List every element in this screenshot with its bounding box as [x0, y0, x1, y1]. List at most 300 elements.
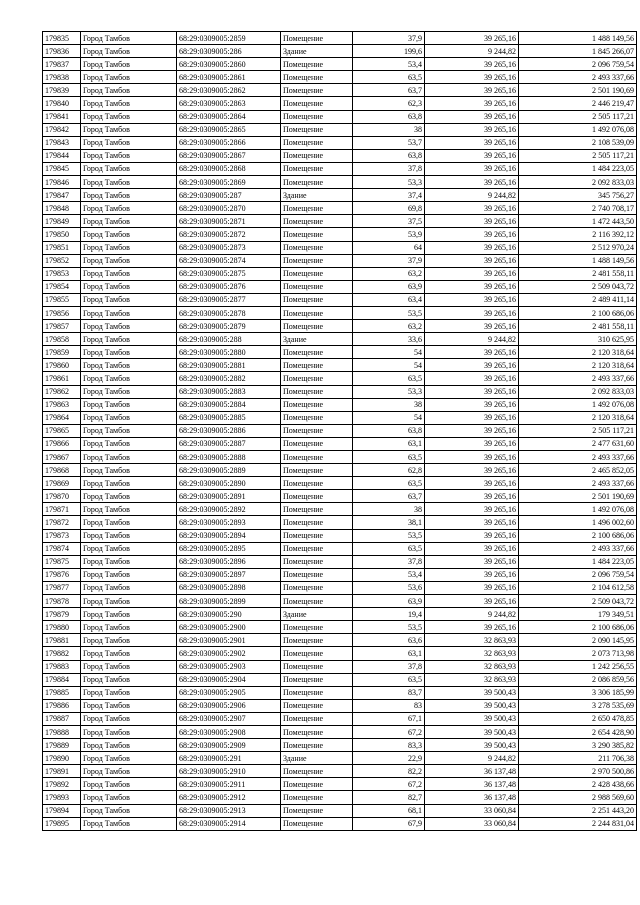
area-cell: 69,8	[353, 202, 425, 215]
specific-value-cell: 39 265,16	[425, 529, 519, 542]
specific-value-cell: 39 265,16	[425, 162, 519, 175]
cadastral-value-cell: 2 493 337,66	[519, 477, 637, 490]
locality-cell: Город Тамбов	[81, 568, 177, 581]
table-row	[43, 84, 637, 97]
cadastral-number-cell: 68:29:0309005:2913	[177, 804, 281, 817]
row-number-cell: 179878	[43, 595, 81, 608]
specific-value-cell: 39 265,16	[425, 437, 519, 450]
specific-value-cell: 39 265,16	[425, 202, 519, 215]
object-type-cell: Помещение	[281, 84, 353, 97]
locality-cell: Город Тамбов	[81, 254, 177, 267]
specific-value-cell: 39 265,16	[425, 503, 519, 516]
specific-value-cell: 39 265,16	[425, 359, 519, 372]
cadastral-number-cell: 68:29:0309005:2910	[177, 765, 281, 778]
row-number-cell: 179851	[43, 241, 81, 254]
area-cell: 63,7	[353, 84, 425, 97]
table-row	[43, 451, 637, 464]
area-cell: 63,2	[353, 320, 425, 333]
cadastral-value-cell: 2 108 539,09	[519, 136, 637, 149]
cadastral-number-cell: 68:29:0309005:2868	[177, 162, 281, 175]
table-row	[43, 346, 637, 359]
cadastral-number-cell: 68:29:0309005:2905	[177, 686, 281, 699]
object-type-cell: Помещение	[281, 660, 353, 673]
cadastral-value-cell: 1 496 002,60	[519, 516, 637, 529]
cadastral-value-cell: 2 493 337,66	[519, 451, 637, 464]
cadastral-number-cell: 68:29:0309005:2882	[177, 372, 281, 385]
object-type-cell: Помещение	[281, 477, 353, 490]
row-number-cell: 179884	[43, 673, 81, 686]
specific-value-cell: 39 265,16	[425, 516, 519, 529]
specific-value-cell: 39 265,16	[425, 84, 519, 97]
cadastral-number-cell: 68:29:0309005:2901	[177, 634, 281, 647]
cadastral-value-cell: 2 092 833,03	[519, 176, 637, 189]
row-number-cell: 179864	[43, 411, 81, 424]
table-row	[43, 477, 637, 490]
object-type-cell: Помещение	[281, 306, 353, 319]
cadastral-number-cell: 68:29:0309005:2896	[177, 555, 281, 568]
area-cell: 82,7	[353, 791, 425, 804]
specific-value-cell: 9 244,82	[425, 333, 519, 346]
locality-cell: Город Тамбов	[81, 608, 177, 621]
area-cell: 53,6	[353, 581, 425, 594]
specific-value-cell: 39 265,16	[425, 464, 519, 477]
specific-value-cell: 39 265,16	[425, 58, 519, 71]
object-type-cell: Здание	[281, 333, 353, 346]
area-cell: 38,1	[353, 516, 425, 529]
specific-value-cell: 39 265,16	[425, 241, 519, 254]
specific-value-cell: 39 500,43	[425, 725, 519, 738]
area-cell: 63,5	[353, 673, 425, 686]
locality-cell: Город Тамбов	[81, 320, 177, 333]
cadastral-value-cell: 1 242 256,55	[519, 660, 637, 673]
table-row	[43, 725, 637, 738]
locality-cell: Город Тамбов	[81, 752, 177, 765]
row-number-cell: 179841	[43, 110, 81, 123]
locality-cell: Город Тамбов	[81, 634, 177, 647]
table-row	[43, 110, 637, 123]
locality-cell: Город Тамбов	[81, 58, 177, 71]
cadastral-number-cell: 68:29:0309005:2866	[177, 136, 281, 149]
object-type-cell: Помещение	[281, 385, 353, 398]
object-type-cell: Помещение	[281, 739, 353, 752]
object-type-cell: Помещение	[281, 686, 353, 699]
specific-value-cell: 39 265,16	[425, 621, 519, 634]
object-type-cell: Помещение	[281, 725, 353, 738]
specific-value-cell: 33 060,84	[425, 817, 519, 830]
cadastral-number-cell: 68:29:0309005:2877	[177, 293, 281, 306]
specific-value-cell: 39 265,16	[425, 293, 519, 306]
area-cell: 62,8	[353, 464, 425, 477]
cadastral-value-cell: 2 244 831,04	[519, 817, 637, 830]
cadastral-value-cell: 2 505 117,21	[519, 424, 637, 437]
table-row	[43, 778, 637, 791]
row-number-cell: 179840	[43, 97, 81, 110]
table-row	[43, 621, 637, 634]
specific-value-cell: 39 265,16	[425, 568, 519, 581]
cadastral-number-cell: 68:29:0309005:2891	[177, 490, 281, 503]
cadastral-number-cell: 68:29:0309005:2887	[177, 437, 281, 450]
object-type-cell: Помещение	[281, 765, 353, 778]
specific-value-cell: 39 265,16	[425, 110, 519, 123]
row-number-cell: 179839	[43, 84, 81, 97]
locality-cell: Город Тамбов	[81, 228, 177, 241]
cadastral-number-cell: 68:29:0309005:2860	[177, 58, 281, 71]
locality-cell: Город Тамбов	[81, 293, 177, 306]
cadastral-value-cell: 1 472 443,50	[519, 215, 637, 228]
cadastral-value-cell: 2 446 219,47	[519, 97, 637, 110]
object-type-cell: Помещение	[281, 398, 353, 411]
document-page	[42, 31, 636, 831]
table-row	[43, 136, 637, 149]
table-row	[43, 437, 637, 450]
locality-cell: Город Тамбов	[81, 542, 177, 555]
object-type-cell: Помещение	[281, 228, 353, 241]
cadastral-number-cell: 68:29:0309005:2870	[177, 202, 281, 215]
object-type-cell: Помещение	[281, 123, 353, 136]
specific-value-cell: 39 265,16	[425, 595, 519, 608]
area-cell: 37,5	[353, 215, 425, 228]
object-type-cell: Помещение	[281, 32, 353, 45]
table-row	[43, 202, 637, 215]
cadastral-number-cell: 68:29:0309005:2900	[177, 621, 281, 634]
table-row	[43, 752, 637, 765]
cadastral-number-cell: 68:29:0309005:2912	[177, 791, 281, 804]
specific-value-cell: 39 265,16	[425, 215, 519, 228]
cadastral-value-cell: 345 756,27	[519, 189, 637, 202]
cadastral-value-cell: 2 505 117,21	[519, 110, 637, 123]
object-type-cell: Помещение	[281, 254, 353, 267]
cadastral-value-cell: 2 501 190,69	[519, 490, 637, 503]
cadastral-value-cell: 2 481 558,11	[519, 267, 637, 280]
table-row	[43, 804, 637, 817]
area-cell: 68,1	[353, 804, 425, 817]
cadastral-number-cell: 68:29:0309005:2893	[177, 516, 281, 529]
table-row	[43, 516, 637, 529]
row-number-cell: 179886	[43, 699, 81, 712]
row-number-cell: 179842	[43, 123, 81, 136]
specific-value-cell: 32 863,93	[425, 647, 519, 660]
row-number-cell: 179867	[43, 451, 81, 464]
cadastral-value-cell: 211 706,38	[519, 752, 637, 765]
cadastral-value-cell: 2 251 443,20	[519, 804, 637, 817]
locality-cell: Город Тамбов	[81, 45, 177, 58]
cadastral-value-cell: 2 509 043,72	[519, 595, 637, 608]
row-number-cell: 179892	[43, 778, 81, 791]
row-number-cell: 179881	[43, 634, 81, 647]
cadastral-number-cell: 68:29:0309005:2879	[177, 320, 281, 333]
cadastral-value-cell: 2 120 318,64	[519, 346, 637, 359]
cadastral-value-cell: 2 120 318,64	[519, 359, 637, 372]
specific-value-cell: 39 265,16	[425, 398, 519, 411]
specific-value-cell: 39 265,16	[425, 306, 519, 319]
locality-cell: Город Тамбов	[81, 647, 177, 660]
object-type-cell: Помещение	[281, 634, 353, 647]
table-row	[43, 503, 637, 516]
area-cell: 63,9	[353, 595, 425, 608]
cadastral-number-cell: 68:29:0309005:291	[177, 752, 281, 765]
specific-value-cell: 39 265,16	[425, 346, 519, 359]
locality-cell: Город Тамбов	[81, 189, 177, 202]
row-number-cell: 179848	[43, 202, 81, 215]
table-row	[43, 581, 637, 594]
row-number-cell: 179846	[43, 176, 81, 189]
row-number-cell: 179875	[43, 555, 81, 568]
locality-cell: Город Тамбов	[81, 306, 177, 319]
area-cell: 38	[353, 503, 425, 516]
locality-cell: Город Тамбов	[81, 673, 177, 686]
table-row	[43, 660, 637, 673]
object-type-cell: Помещение	[281, 503, 353, 516]
specific-value-cell: 33 060,84	[425, 804, 519, 817]
area-cell: 64	[353, 241, 425, 254]
locality-cell: Город Тамбов	[81, 202, 177, 215]
table-row	[43, 765, 637, 778]
cadastral-number-cell: 68:29:0309005:286	[177, 45, 281, 58]
cadastral-number-cell: 68:29:0309005:2869	[177, 176, 281, 189]
cadastral-number-cell: 68:29:0309005:2911	[177, 778, 281, 791]
object-type-cell: Помещение	[281, 346, 353, 359]
cadastral-value-cell: 310 625,95	[519, 333, 637, 346]
specific-value-cell: 36 137,48	[425, 765, 519, 778]
area-cell: 37,8	[353, 555, 425, 568]
table-row	[43, 333, 637, 346]
area-cell: 37,9	[353, 32, 425, 45]
object-type-cell: Здание	[281, 608, 353, 621]
cadastral-number-cell: 68:29:0309005:2894	[177, 529, 281, 542]
specific-value-cell: 32 863,93	[425, 634, 519, 647]
area-cell: 22,9	[353, 752, 425, 765]
specific-value-cell: 39 500,43	[425, 686, 519, 699]
row-number-cell: 179883	[43, 660, 81, 673]
cadastral-number-cell: 68:29:0309005:290	[177, 608, 281, 621]
table-row	[43, 464, 637, 477]
area-cell: 83,7	[353, 686, 425, 699]
area-cell: 54	[353, 359, 425, 372]
specific-value-cell: 39 265,16	[425, 372, 519, 385]
specific-value-cell: 39 265,16	[425, 555, 519, 568]
specific-value-cell: 32 863,93	[425, 660, 519, 673]
row-number-cell: 179865	[43, 424, 81, 437]
cadastral-value-cell: 2 970 500,86	[519, 765, 637, 778]
specific-value-cell: 32 863,93	[425, 673, 519, 686]
area-cell: 37,8	[353, 162, 425, 175]
locality-cell: Город Тамбов	[81, 280, 177, 293]
cadastral-number-cell: 68:29:0309005:2873	[177, 241, 281, 254]
locality-cell: Город Тамбов	[81, 516, 177, 529]
locality-cell: Город Тамбов	[81, 333, 177, 346]
area-cell: 54	[353, 346, 425, 359]
cadastral-value-cell: 2 100 686,06	[519, 306, 637, 319]
cadastral-value-cell: 2 509 043,72	[519, 280, 637, 293]
specific-value-cell: 39 265,16	[425, 97, 519, 110]
cadastral-value-cell: 2 090 145,95	[519, 634, 637, 647]
specific-value-cell: 39 500,43	[425, 699, 519, 712]
row-number-cell: 179866	[43, 437, 81, 450]
cadastral-number-cell: 68:29:0309005:2875	[177, 267, 281, 280]
specific-value-cell: 39 265,16	[425, 477, 519, 490]
table-row	[43, 608, 637, 621]
table-row	[43, 411, 637, 424]
table-row	[43, 241, 637, 254]
table-row	[43, 385, 637, 398]
specific-value-cell: 39 265,16	[425, 320, 519, 333]
specific-value-cell: 39 500,43	[425, 712, 519, 725]
object-type-cell: Помещение	[281, 621, 353, 634]
row-number-cell: 179838	[43, 71, 81, 84]
table-row	[43, 398, 637, 411]
locality-cell: Город Тамбов	[81, 725, 177, 738]
row-number-cell: 179872	[43, 516, 81, 529]
row-number-cell: 179861	[43, 372, 81, 385]
row-number-cell: 179847	[43, 189, 81, 202]
area-cell: 63,5	[353, 71, 425, 84]
object-type-cell: Помещение	[281, 673, 353, 686]
locality-cell: Город Тамбов	[81, 477, 177, 490]
object-type-cell: Помещение	[281, 241, 353, 254]
object-type-cell: Помещение	[281, 568, 353, 581]
locality-cell: Город Тамбов	[81, 555, 177, 568]
object-type-cell: Здание	[281, 752, 353, 765]
locality-cell: Город Тамбов	[81, 241, 177, 254]
cadastral-value-cell: 2 100 686,06	[519, 529, 637, 542]
table-row	[43, 97, 637, 110]
locality-cell: Город Тамбов	[81, 464, 177, 477]
cadastral-value-cell: 1 488 149,56	[519, 32, 637, 45]
table-row	[43, 176, 637, 189]
table-row	[43, 542, 637, 555]
object-type-cell: Помещение	[281, 699, 353, 712]
specific-value-cell: 39 265,16	[425, 490, 519, 503]
row-number-cell: 179879	[43, 608, 81, 621]
row-number-cell: 179877	[43, 581, 81, 594]
cadastral-number-cell: 68:29:0309005:2886	[177, 424, 281, 437]
row-number-cell: 179843	[43, 136, 81, 149]
locality-cell: Город Тамбов	[81, 490, 177, 503]
table-row	[43, 555, 637, 568]
area-cell: 38	[353, 123, 425, 136]
area-cell: 63,8	[353, 110, 425, 123]
table-row	[43, 595, 637, 608]
table-row	[43, 490, 637, 503]
row-number-cell: 179871	[43, 503, 81, 516]
specific-value-cell: 39 265,16	[425, 424, 519, 437]
row-number-cell: 179889	[43, 739, 81, 752]
object-type-cell: Помещение	[281, 464, 353, 477]
cadastral-value-cell: 2 086 859,56	[519, 673, 637, 686]
table-row	[43, 699, 637, 712]
area-cell: 53,3	[353, 385, 425, 398]
locality-cell: Город Тамбов	[81, 32, 177, 45]
cadastral-number-cell: 68:29:0309005:2890	[177, 477, 281, 490]
row-number-cell: 179874	[43, 542, 81, 555]
locality-cell: Город Тамбов	[81, 529, 177, 542]
area-cell: 83,3	[353, 739, 425, 752]
cadastral-number-cell: 68:29:0309005:2871	[177, 215, 281, 228]
locality-cell: Город Тамбов	[81, 267, 177, 280]
locality-cell: Город Тамбов	[81, 595, 177, 608]
object-type-cell: Помещение	[281, 581, 353, 594]
object-type-cell: Помещение	[281, 267, 353, 280]
cadastral-value-cell: 2 096 759,54	[519, 568, 637, 581]
row-number-cell: 179887	[43, 712, 81, 725]
area-cell: 63,8	[353, 424, 425, 437]
specific-value-cell: 39 265,16	[425, 228, 519, 241]
object-type-cell: Помещение	[281, 162, 353, 175]
row-number-cell: 179880	[43, 621, 81, 634]
cadastral-number-cell: 68:29:0309005:2908	[177, 725, 281, 738]
table-row	[43, 529, 637, 542]
row-number-cell: 179870	[43, 490, 81, 503]
area-cell: 63,2	[353, 267, 425, 280]
specific-value-cell: 39 265,16	[425, 542, 519, 555]
table-row	[43, 739, 637, 752]
cadastral-number-cell: 68:29:0309005:2881	[177, 359, 281, 372]
cadastral-number-cell: 68:29:0309005:2859	[177, 32, 281, 45]
locality-cell: Город Тамбов	[81, 97, 177, 110]
locality-cell: Город Тамбов	[81, 437, 177, 450]
area-cell: 67,9	[353, 817, 425, 830]
cadastral-number-cell: 68:29:0309005:2907	[177, 712, 281, 725]
object-type-cell: Помещение	[281, 320, 353, 333]
row-number-cell: 179855	[43, 293, 81, 306]
object-type-cell: Помещение	[281, 817, 353, 830]
locality-cell: Город Тамбов	[81, 581, 177, 594]
object-type-cell: Помещение	[281, 411, 353, 424]
object-type-cell: Помещение	[281, 110, 353, 123]
specific-value-cell: 39 265,16	[425, 123, 519, 136]
cadastral-value-cell: 2 489 411,14	[519, 293, 637, 306]
table-row	[43, 568, 637, 581]
row-number-cell: 179893	[43, 791, 81, 804]
area-cell: 67,1	[353, 712, 425, 725]
object-type-cell: Помещение	[281, 712, 353, 725]
area-cell: 82,2	[353, 765, 425, 778]
locality-cell: Город Тамбов	[81, 621, 177, 634]
area-cell: 37,8	[353, 660, 425, 673]
object-type-cell: Помещение	[281, 555, 353, 568]
cadastral-value-cell: 2 481 558,11	[519, 320, 637, 333]
cadastral-value-cell: 1 488 149,56	[519, 254, 637, 267]
locality-cell: Город Тамбов	[81, 686, 177, 699]
area-cell: 53,9	[353, 228, 425, 241]
cadastral-value-cell: 2 116 392,12	[519, 228, 637, 241]
area-cell: 63,4	[353, 293, 425, 306]
row-number-cell: 179868	[43, 464, 81, 477]
row-number-cell: 179854	[43, 280, 81, 293]
row-number-cell: 179860	[43, 359, 81, 372]
object-type-cell: Помещение	[281, 136, 353, 149]
area-cell: 53,4	[353, 58, 425, 71]
area-cell: 67,2	[353, 778, 425, 791]
cadastral-number-cell: 68:29:0309005:287	[177, 189, 281, 202]
specific-value-cell: 39 265,16	[425, 385, 519, 398]
locality-cell: Город Тамбов	[81, 699, 177, 712]
locality-cell: Город Тамбов	[81, 660, 177, 673]
object-type-cell: Помещение	[281, 595, 353, 608]
cadastral-number-cell: 68:29:0309005:2885	[177, 411, 281, 424]
cadastral-value-cell: 2 428 438,66	[519, 778, 637, 791]
cadastral-number-cell: 68:29:0309005:2874	[177, 254, 281, 267]
locality-cell: Город Тамбов	[81, 804, 177, 817]
row-number-cell: 179876	[43, 568, 81, 581]
object-type-cell: Помещение	[281, 451, 353, 464]
table-body	[43, 32, 637, 831]
cadastral-value-cell: 3 290 385,82	[519, 739, 637, 752]
object-type-cell: Помещение	[281, 542, 353, 555]
cadastral-value-cell: 2 100 686,06	[519, 621, 637, 634]
row-number-cell: 179890	[43, 752, 81, 765]
table-row	[43, 123, 637, 136]
